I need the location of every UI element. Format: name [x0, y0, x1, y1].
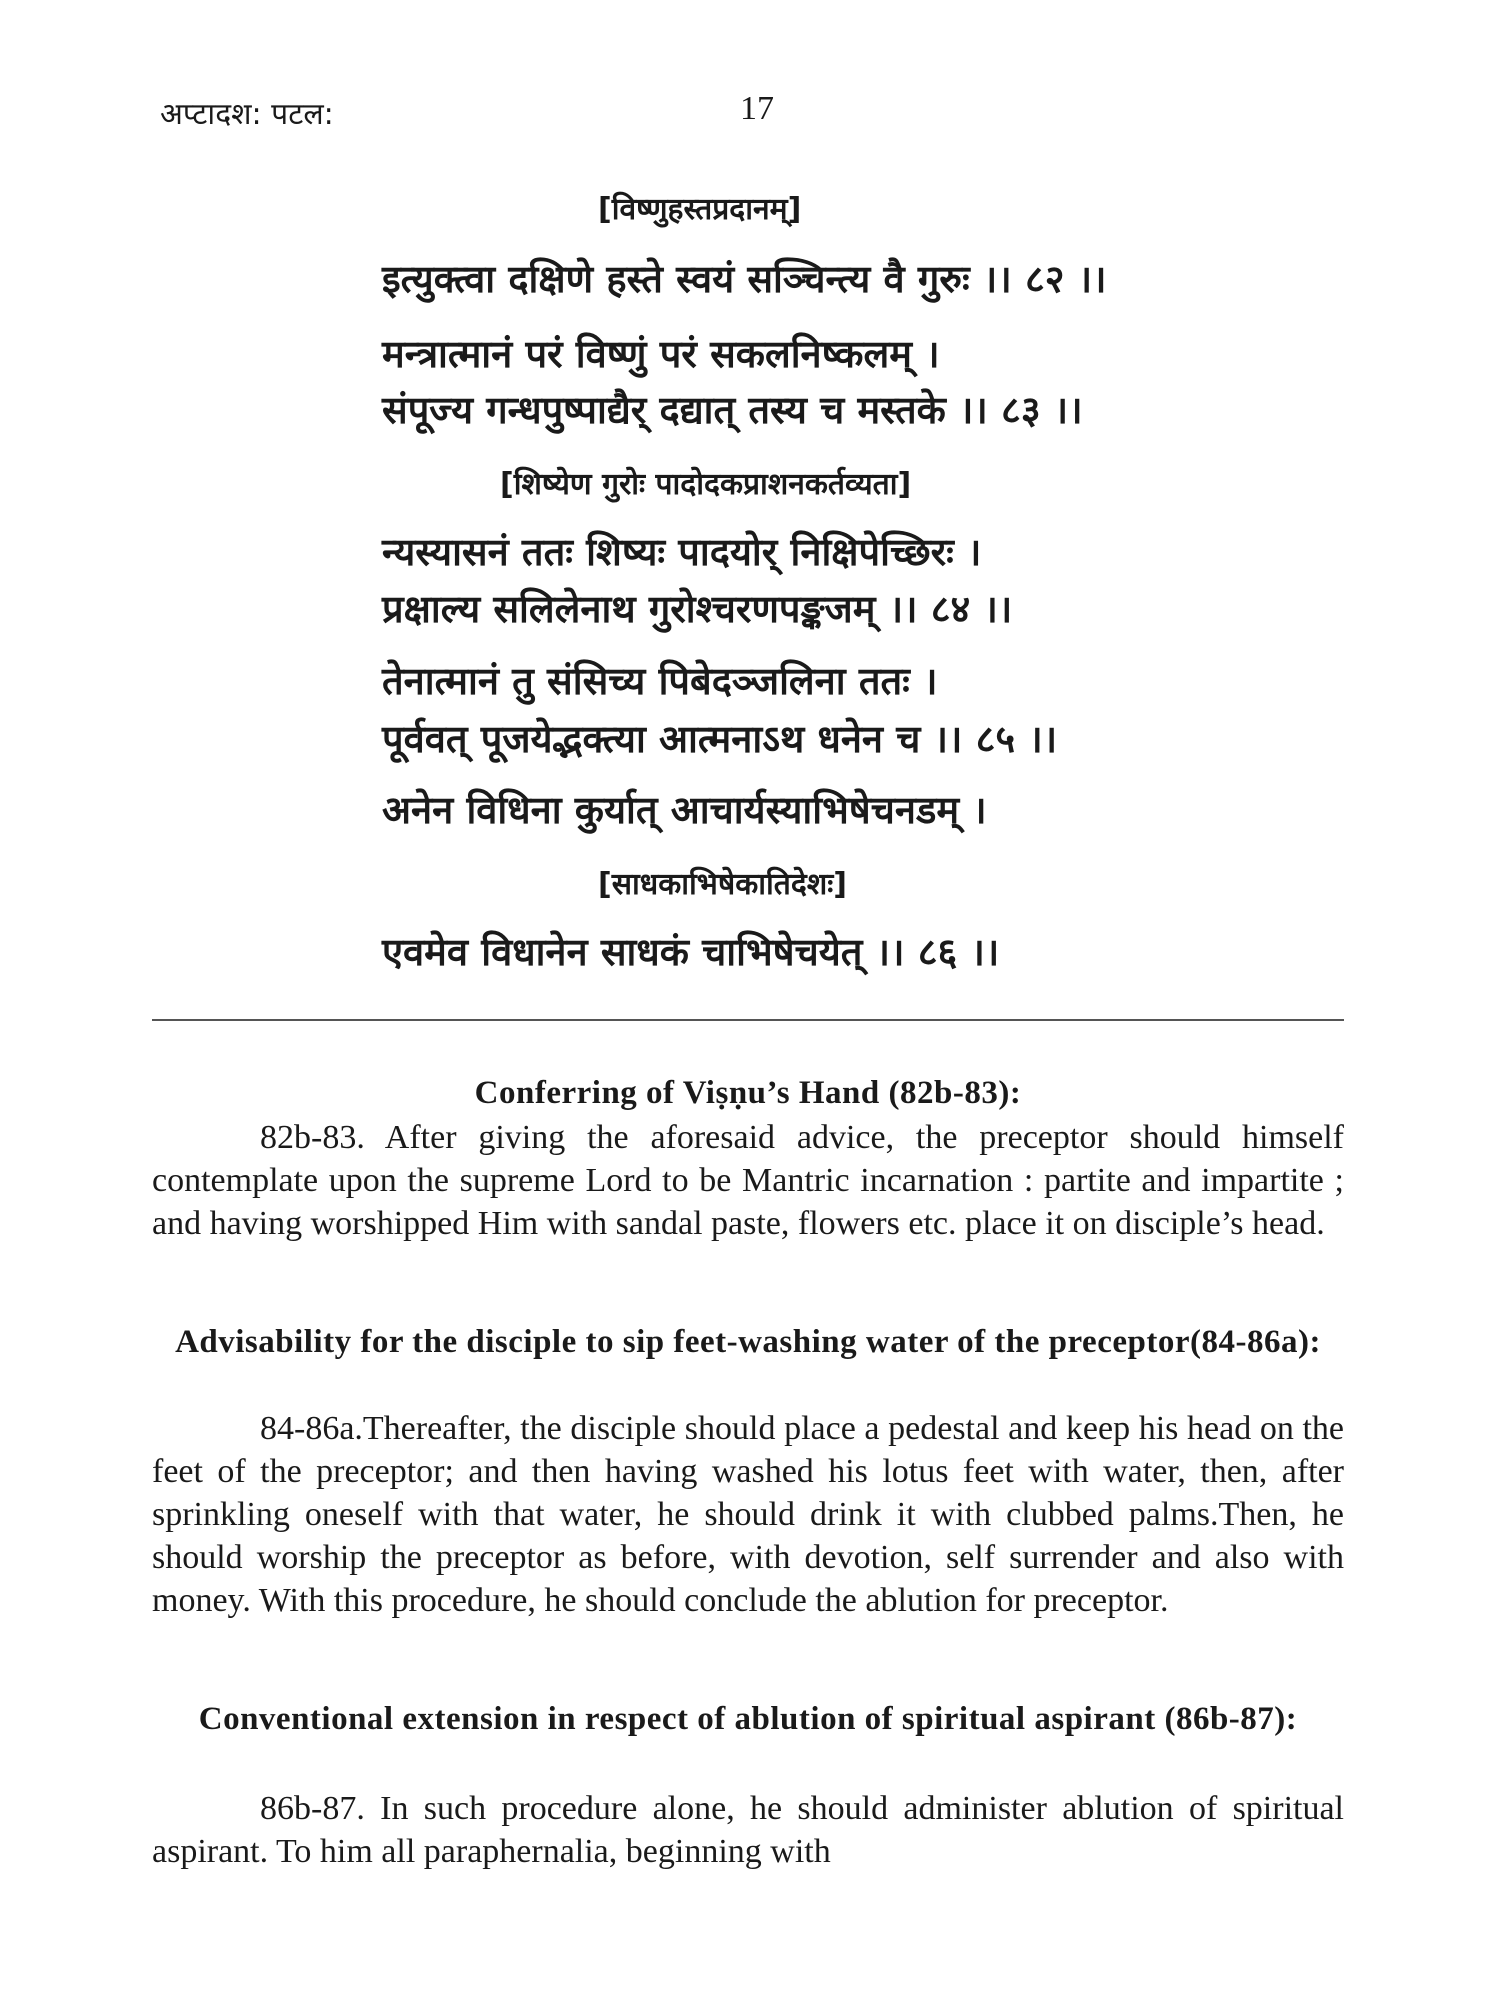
english-paragraph-82b-83: 82b-83. After giving the aforesaid advice, the preceptor should himself contemplate upon the supreme Lord to be Mantric incarnation : partite and impartite ; and having worshipped Him with sandal paste, flowers etc. place it on disciple’s head. — [152, 1119, 1344, 1242]
sanskrit-verse-85-line-1: तेनात्मानं तु संसिच्य पिबेदञ्जलिना ततः । — [382, 659, 938, 703]
sanskrit-verse-83-line-1: मन्त्रात्मानं परं विष्णुं परं सकलनिष्कलम् । — [382, 332, 940, 376]
sanskrit-verse-84-line-1: न्यस्यासनं ततः शिष्यः पादयोर् निक्षिपेच्छिरः । — [382, 530, 982, 574]
english-paragraph-84-86a: 84-86a.Thereafter, the disciple should place a pedestal and keep his head on the feet of the preceptor; and then having washed his lotus feet with water, then, after sprinkling oneself with that water, he should drink it with clubbed palms.Then, he should worship the preceptor as before, with devotion, self surrender and also with money. With this procedure, he should conclude the ablution for preceptor. — [152, 1410, 1344, 1619]
sanskrit-verse-86: एवमेव विधानेन साधकं चाभिषेचयेत् ।। ८६ ।। — [382, 930, 1000, 974]
english-heading-feet-washing: Advisability for the disciple to sip feet-washing water of the preceptor(84-86a): — [175, 1324, 1321, 1360]
running-header: अप्टादश: पटल: — [160, 97, 334, 132]
english-paragraph-86b-87: 86b-87. In such procedure alone, he should administer ablution of spiritual aspirant. To him all paraphernalia, beginning with — [152, 1790, 1344, 1870]
english-heading-aspirant-ablution: Conventional extension in respect of ablution of spiritual aspirant (86b-87): — [198, 1701, 1298, 1737]
sanskrit-verse-86a: अनेन विधिना कुर्यात् आचार्यस्याभिषेचनडम् । — [382, 788, 987, 832]
section-divider — [152, 1019, 1344, 1021]
sanskrit-verse-82: इत्युक्त्वा दक्षिणे हस्ते स्वयं सञ्चिन्त्य वै गुरुः ।। ८२ ।। — [382, 257, 1107, 301]
sanskrit-heading-sadhaka: [साधकाभिषेकातिदेशः] — [598, 867, 848, 902]
english-heading-vishnu-hand: Conferring of Viṣṇu’s Hand (82b-83): — [474, 1075, 1022, 1111]
page-number: 17 — [740, 90, 774, 127]
sanskrit-verse-84-line-2: प्रक्षाल्य सलिलेनाथ गुरोश्चरणपङ्कजम् ।। ८४ ।। — [382, 587, 1013, 631]
sanskrit-heading-padodaka: [शिष्येण गुरोः पादोदकप्राशनकर्तव्यता] — [500, 467, 912, 502]
sanskrit-verse-85-line-2: पूर्ववत् पूजयेद्भक्त्या आत्मनाऽथ धनेन च ।। ८५ ।। — [382, 717, 1058, 761]
sanskrit-verse-83-line-2: संपूज्य गन्धपुष्पाद्यैर् दद्यात् तस्य च मस्तके ।। ८३ ।। — [382, 388, 1083, 432]
sanskrit-heading-vishnu-hasta: [विष्णुहस्तप्रदानम्] — [598, 192, 802, 227]
